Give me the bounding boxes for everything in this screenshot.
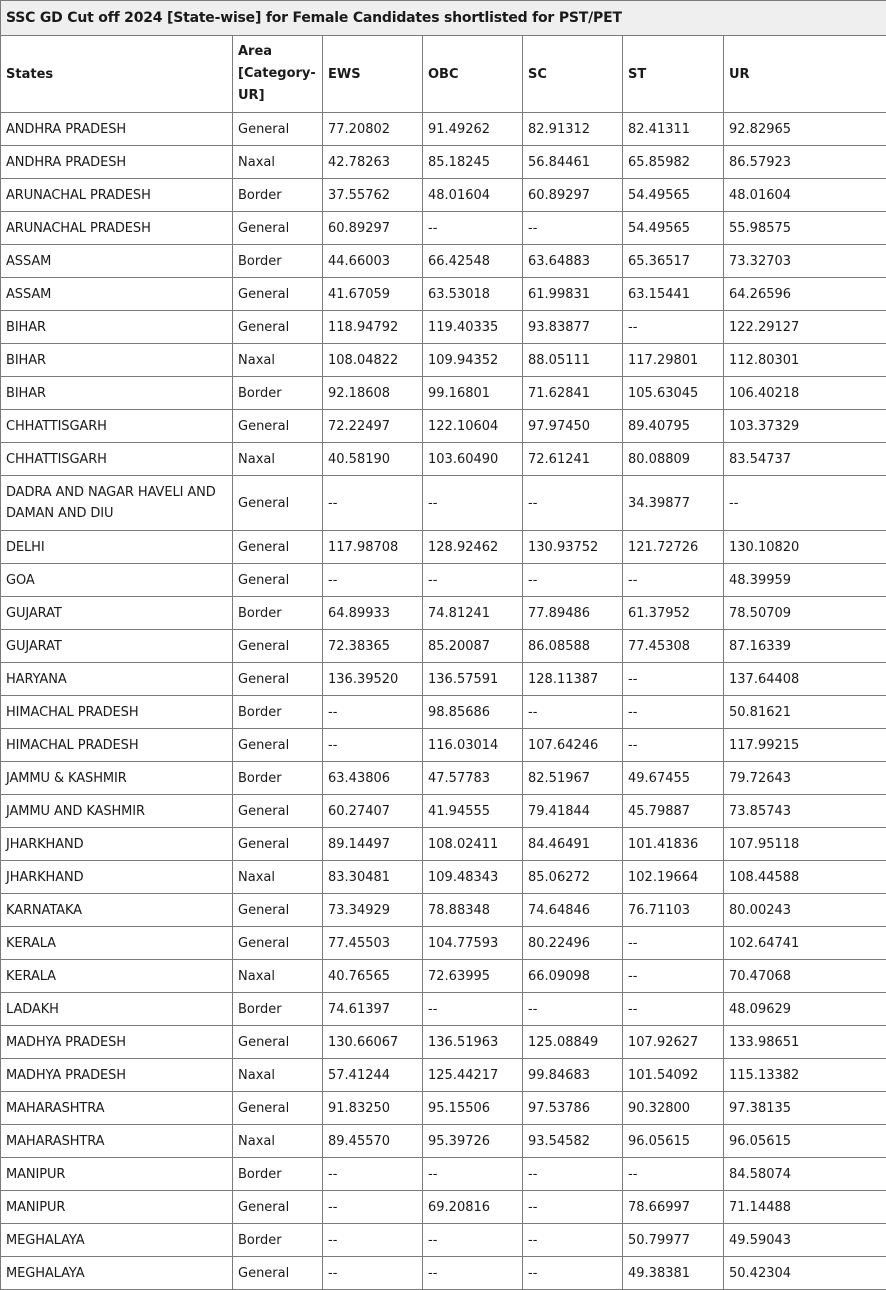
cell-state: ASSAM	[1, 278, 233, 311]
cell-obc: 95.15506	[423, 1092, 523, 1125]
cell-obc: --	[423, 476, 523, 531]
cell-ews: 37.55762	[323, 179, 423, 212]
cell-area: General	[233, 927, 323, 960]
table-row	[1, 828, 886, 861]
cell-ur: 87.16339	[724, 630, 886, 663]
cell-obc: 72.63995	[423, 960, 523, 993]
cell-state: DADRA AND NAGAR HAVELI AND DAMAN AND DIU	[1, 476, 233, 531]
cell-ews: 72.38365	[323, 630, 423, 663]
cell-state: JHARKHAND	[1, 861, 233, 894]
column-header-ews: EWS	[323, 36, 423, 113]
cell-sc: 74.64846	[523, 894, 623, 927]
cell-sc: 130.93752	[523, 531, 623, 564]
cell-sc: --	[523, 696, 623, 729]
cell-area: Border	[233, 762, 323, 795]
cell-sc: 99.84683	[523, 1059, 623, 1092]
cell-ur: 78.50709	[724, 597, 886, 630]
cell-ur: 108.44588	[724, 861, 886, 894]
cell-ur: 50.81621	[724, 696, 886, 729]
table-row	[1, 696, 886, 729]
table-row	[1, 663, 886, 696]
cell-sc: --	[523, 993, 623, 1026]
cell-obc: 78.88348	[423, 894, 523, 927]
cell-state: BIHAR	[1, 377, 233, 410]
cell-st: 90.32800	[623, 1092, 724, 1125]
cell-obc: 85.18245	[423, 146, 523, 179]
cell-obc: 128.92462	[423, 531, 523, 564]
cell-ews: 130.66067	[323, 1026, 423, 1059]
cell-ews: 91.83250	[323, 1092, 423, 1125]
cell-ews: --	[323, 1158, 423, 1191]
cell-st: 117.29801	[623, 344, 724, 377]
cell-ews: 92.18608	[323, 377, 423, 410]
table-row	[1, 729, 886, 762]
cell-area: General	[233, 1191, 323, 1224]
cell-ews: 40.58190	[323, 443, 423, 476]
cell-ur: 102.64741	[724, 927, 886, 960]
cell-state: ARUNACHAL PRADESH	[1, 179, 233, 212]
cell-st: 121.72726	[623, 531, 724, 564]
cell-sc: 56.84461	[523, 146, 623, 179]
cell-obc: 119.40335	[423, 311, 523, 344]
cell-sc: --	[523, 212, 623, 245]
cell-sc: 71.62841	[523, 377, 623, 410]
cell-st: 54.49565	[623, 212, 724, 245]
cell-ur: --	[724, 476, 886, 531]
cell-ews: 118.94792	[323, 311, 423, 344]
cell-ur: 92.82965	[724, 113, 886, 146]
table-row	[1, 377, 886, 410]
cell-st: 65.36517	[623, 245, 724, 278]
cell-sc: --	[523, 1191, 623, 1224]
cell-st: --	[623, 993, 724, 1026]
cell-st: 80.08809	[623, 443, 724, 476]
column-header-states: States	[1, 36, 233, 113]
cell-ews: 108.04822	[323, 344, 423, 377]
cell-ur: 49.59043	[724, 1224, 886, 1257]
cell-ews: 77.45503	[323, 927, 423, 960]
cell-ur: 97.38135	[724, 1092, 886, 1125]
cell-ur: 73.85743	[724, 795, 886, 828]
cell-st: 76.71103	[623, 894, 724, 927]
cell-ews: 73.34929	[323, 894, 423, 927]
cell-ur: 86.57923	[724, 146, 886, 179]
cell-sc: --	[523, 564, 623, 597]
cell-state: HIMACHAL PRADESH	[1, 729, 233, 762]
cell-ews: 89.45570	[323, 1125, 423, 1158]
cell-area: General	[233, 894, 323, 927]
cell-ews: 40.76565	[323, 960, 423, 993]
cell-state: MANIPUR	[1, 1158, 233, 1191]
cell-state: GOA	[1, 564, 233, 597]
cell-ews: 83.30481	[323, 861, 423, 894]
cell-st: 77.45308	[623, 630, 724, 663]
cell-ews: 41.67059	[323, 278, 423, 311]
cell-sc: --	[523, 1158, 623, 1191]
cell-area: Naxal	[233, 1059, 323, 1092]
cell-obc: 95.39726	[423, 1125, 523, 1158]
table-row	[1, 1191, 886, 1224]
cell-area: Naxal	[233, 1125, 323, 1158]
table-row	[1, 597, 886, 630]
cell-state: MEGHALAYA	[1, 1224, 233, 1257]
cell-ur: 107.95118	[724, 828, 886, 861]
column-header-sc: SC	[523, 36, 623, 113]
table-row	[1, 311, 886, 344]
cell-area: General	[233, 1257, 323, 1290]
cell-area: Border	[233, 179, 323, 212]
cell-st: --	[623, 663, 724, 696]
cell-state: CHHATTISGARH	[1, 410, 233, 443]
table-row	[1, 861, 886, 894]
cell-area: Naxal	[233, 146, 323, 179]
cell-ur: 50.42304	[724, 1257, 886, 1290]
cell-sc: --	[523, 476, 623, 531]
cell-state: KERALA	[1, 927, 233, 960]
cell-area: General	[233, 564, 323, 597]
cell-state: ANDHRA PRADESH	[1, 113, 233, 146]
cell-sc: 82.51967	[523, 762, 623, 795]
cell-area: Border	[233, 1158, 323, 1191]
cell-ews: 57.41244	[323, 1059, 423, 1092]
cell-ur: 130.10820	[724, 531, 886, 564]
cell-st: 61.37952	[623, 597, 724, 630]
cell-obc: --	[423, 564, 523, 597]
cell-state: MAHARASHTRA	[1, 1125, 233, 1158]
cell-sc: 125.08849	[523, 1026, 623, 1059]
cell-sc: 97.97450	[523, 410, 623, 443]
cell-obc: 74.81241	[423, 597, 523, 630]
cell-obc: 91.49262	[423, 113, 523, 146]
cell-area: General	[233, 828, 323, 861]
cell-state: MEGHALAYA	[1, 1257, 233, 1290]
cell-obc: 136.57591	[423, 663, 523, 696]
cell-ur: 106.40218	[724, 377, 886, 410]
cell-st: --	[623, 1158, 724, 1191]
cell-state: CHHATTISGARH	[1, 443, 233, 476]
cell-st: --	[623, 960, 724, 993]
cell-st: 101.54092	[623, 1059, 724, 1092]
cell-state: JAMMU & KASHMIR	[1, 762, 233, 795]
cell-st: 45.79887	[623, 795, 724, 828]
cell-ur: 64.26596	[724, 278, 886, 311]
table-row	[1, 630, 886, 663]
cell-st: 105.63045	[623, 377, 724, 410]
cell-ews: 72.22497	[323, 410, 423, 443]
cell-obc: 125.44217	[423, 1059, 523, 1092]
cell-state: HARYANA	[1, 663, 233, 696]
cell-obc: 122.10604	[423, 410, 523, 443]
cell-st: 50.79977	[623, 1224, 724, 1257]
cell-ews: --	[323, 696, 423, 729]
cell-obc: 98.85686	[423, 696, 523, 729]
cell-sc: 80.22496	[523, 927, 623, 960]
cell-ews: 77.20802	[323, 113, 423, 146]
cell-area: Border	[233, 696, 323, 729]
cell-sc: 93.54582	[523, 1125, 623, 1158]
cell-ews: 42.78263	[323, 146, 423, 179]
table-row	[1, 476, 886, 531]
cell-state: KERALA	[1, 960, 233, 993]
cell-st: --	[623, 927, 724, 960]
cell-state: KARNATAKA	[1, 894, 233, 927]
cell-state: MANIPUR	[1, 1191, 233, 1224]
cell-area: Naxal	[233, 443, 323, 476]
cell-area: General	[233, 410, 323, 443]
cell-area: General	[233, 311, 323, 344]
cell-obc: 66.42548	[423, 245, 523, 278]
cell-area: Naxal	[233, 861, 323, 894]
table-row	[1, 113, 886, 146]
cell-ews: 63.43806	[323, 762, 423, 795]
cell-ews: 44.66003	[323, 245, 423, 278]
cell-obc: 99.16801	[423, 377, 523, 410]
cell-st: 49.38381	[623, 1257, 724, 1290]
table-row	[1, 993, 886, 1026]
cell-ur: 48.01604	[724, 179, 886, 212]
cell-sc: 128.11387	[523, 663, 623, 696]
cell-ews: --	[323, 1257, 423, 1290]
cell-sc: 66.09098	[523, 960, 623, 993]
cell-ur: 55.98575	[724, 212, 886, 245]
cell-state: JAMMU AND KASHMIR	[1, 795, 233, 828]
cell-area: Border	[233, 597, 323, 630]
cell-sc: 97.53786	[523, 1092, 623, 1125]
cell-area: General	[233, 630, 323, 663]
table-caption: SSC GD Cut off 2024 [State-wise] for Female Candidates shortlisted for PST/PET	[1, 1, 886, 36]
cell-sc: 77.89486	[523, 597, 623, 630]
table-row	[1, 762, 886, 795]
cell-ews: 64.89933	[323, 597, 423, 630]
cell-ews: 60.27407	[323, 795, 423, 828]
cell-state: HIMACHAL PRADESH	[1, 696, 233, 729]
cell-area: General	[233, 476, 323, 531]
cell-obc: --	[423, 1158, 523, 1191]
cell-st: 89.40795	[623, 410, 724, 443]
table-row	[1, 927, 886, 960]
table-row	[1, 894, 886, 927]
cell-sc: 63.64883	[523, 245, 623, 278]
table-row	[1, 212, 886, 245]
cell-state: BIHAR	[1, 311, 233, 344]
cell-obc: 109.94352	[423, 344, 523, 377]
cell-st: 54.49565	[623, 179, 724, 212]
cell-st: --	[623, 311, 724, 344]
cell-obc: 109.48343	[423, 861, 523, 894]
cell-ews: 136.39520	[323, 663, 423, 696]
table-row	[1, 1257, 886, 1290]
cell-obc: --	[423, 1224, 523, 1257]
table-row	[1, 1059, 886, 1092]
cell-st: 63.15441	[623, 278, 724, 311]
cell-area: Naxal	[233, 960, 323, 993]
cell-area: General	[233, 278, 323, 311]
cell-ur: 137.64408	[724, 663, 886, 696]
cell-state: ARUNACHAL PRADESH	[1, 212, 233, 245]
cell-area: General	[233, 795, 323, 828]
cell-ews: --	[323, 564, 423, 597]
cell-obc: 108.02411	[423, 828, 523, 861]
cell-area: General	[233, 212, 323, 245]
cell-st: 102.19664	[623, 861, 724, 894]
table-row	[1, 795, 886, 828]
cell-ews: --	[323, 476, 423, 531]
cell-sc: 86.08588	[523, 630, 623, 663]
column-header-area: Area [Category-UR]	[233, 36, 323, 113]
cell-ews: 60.89297	[323, 212, 423, 245]
cell-sc: 72.61241	[523, 443, 623, 476]
cell-st: --	[623, 696, 724, 729]
cell-st: 65.85982	[623, 146, 724, 179]
cell-sc: 82.91312	[523, 113, 623, 146]
cell-ews: 74.61397	[323, 993, 423, 1026]
cell-ur: 79.72643	[724, 762, 886, 795]
cell-area: General	[233, 113, 323, 146]
cell-ur: 48.09629	[724, 993, 886, 1026]
table-row	[1, 531, 886, 564]
cell-ur: 71.14488	[724, 1191, 886, 1224]
table-row	[1, 1092, 886, 1125]
cell-state: BIHAR	[1, 344, 233, 377]
cell-ur: 117.99215	[724, 729, 886, 762]
column-header-obc: OBC	[423, 36, 523, 113]
cell-ur: 73.32703	[724, 245, 886, 278]
cell-sc: 60.89297	[523, 179, 623, 212]
cell-area: General	[233, 1092, 323, 1125]
cell-obc: 47.57783	[423, 762, 523, 795]
column-header-st: ST	[623, 36, 724, 113]
cell-obc: --	[423, 993, 523, 1026]
cell-st: 34.39877	[623, 476, 724, 531]
cell-area: Naxal	[233, 344, 323, 377]
cell-ur: 83.54737	[724, 443, 886, 476]
table-row	[1, 344, 886, 377]
cell-state: MAHARASHTRA	[1, 1092, 233, 1125]
cell-sc: 84.46491	[523, 828, 623, 861]
table-row	[1, 1158, 886, 1191]
cell-obc: 116.03014	[423, 729, 523, 762]
table-row	[1, 245, 886, 278]
table-row	[1, 564, 886, 597]
table-row	[1, 146, 886, 179]
cell-area: General	[233, 729, 323, 762]
cell-obc: 136.51963	[423, 1026, 523, 1059]
cell-st: 96.05615	[623, 1125, 724, 1158]
table-row	[1, 1125, 886, 1158]
cell-state: MADHYA PRADESH	[1, 1026, 233, 1059]
cell-st: 101.41836	[623, 828, 724, 861]
table-header-row	[1, 36, 886, 113]
table-row	[1, 278, 886, 311]
table-row	[1, 443, 886, 476]
cell-sc: 93.83877	[523, 311, 623, 344]
cell-st: 49.67455	[623, 762, 724, 795]
cell-sc: 85.06272	[523, 861, 623, 894]
cell-st: 82.41311	[623, 113, 724, 146]
cell-sc: 88.05111	[523, 344, 623, 377]
cell-area: General	[233, 531, 323, 564]
cell-ews: 89.14497	[323, 828, 423, 861]
cell-st: --	[623, 729, 724, 762]
cell-ews: --	[323, 1191, 423, 1224]
cell-obc: 63.53018	[423, 278, 523, 311]
column-header-ur: UR	[724, 36, 886, 113]
cell-obc: 104.77593	[423, 927, 523, 960]
table-row	[1, 960, 886, 993]
cell-sc: 61.99831	[523, 278, 623, 311]
cell-area: General	[233, 1026, 323, 1059]
cell-ews: --	[323, 1224, 423, 1257]
cell-ur: 115.13382	[724, 1059, 886, 1092]
cell-ur: 48.39959	[724, 564, 886, 597]
cell-area: Border	[233, 245, 323, 278]
cell-obc: --	[423, 212, 523, 245]
cell-state: GUJARAT	[1, 597, 233, 630]
cell-area: Border	[233, 993, 323, 1026]
cell-ur: 122.29127	[724, 311, 886, 344]
cell-st: 107.92627	[623, 1026, 724, 1059]
table-row	[1, 1026, 886, 1059]
cell-state: ASSAM	[1, 245, 233, 278]
cell-st: 78.66997	[623, 1191, 724, 1224]
cell-ur: 84.58074	[724, 1158, 886, 1191]
cell-area: Border	[233, 1224, 323, 1257]
cell-state: ANDHRA PRADESH	[1, 146, 233, 179]
cell-obc: 103.60490	[423, 443, 523, 476]
table-caption-row	[1, 1, 886, 36]
cell-st: --	[623, 564, 724, 597]
table-row	[1, 179, 886, 212]
cell-state: LADAKH	[1, 993, 233, 1026]
cell-obc: 69.20816	[423, 1191, 523, 1224]
cell-state: JHARKHAND	[1, 828, 233, 861]
cell-ur: 103.37329	[724, 410, 886, 443]
cell-obc: 41.94555	[423, 795, 523, 828]
cell-state: MADHYA PRADESH	[1, 1059, 233, 1092]
table-row	[1, 1224, 886, 1257]
cell-ur: 80.00243	[724, 894, 886, 927]
table-body	[1, 113, 886, 1290]
cell-obc: 85.20087	[423, 630, 523, 663]
cell-ews: --	[323, 729, 423, 762]
cell-area: Border	[233, 377, 323, 410]
cell-ews: 117.98708	[323, 531, 423, 564]
cell-ur: 133.98651	[724, 1026, 886, 1059]
cell-ur: 112.80301	[724, 344, 886, 377]
cell-ur: 96.05615	[724, 1125, 886, 1158]
cell-obc: --	[423, 1257, 523, 1290]
cell-sc: 107.64246	[523, 729, 623, 762]
cell-sc: 79.41844	[523, 795, 623, 828]
cell-obc: 48.01604	[423, 179, 523, 212]
cell-ur: 70.47068	[724, 960, 886, 993]
cell-sc: --	[523, 1257, 623, 1290]
table-row	[1, 410, 886, 443]
cell-sc: --	[523, 1224, 623, 1257]
cell-state: DELHI	[1, 531, 233, 564]
cell-area: General	[233, 663, 323, 696]
cell-state: GUJARAT	[1, 630, 233, 663]
